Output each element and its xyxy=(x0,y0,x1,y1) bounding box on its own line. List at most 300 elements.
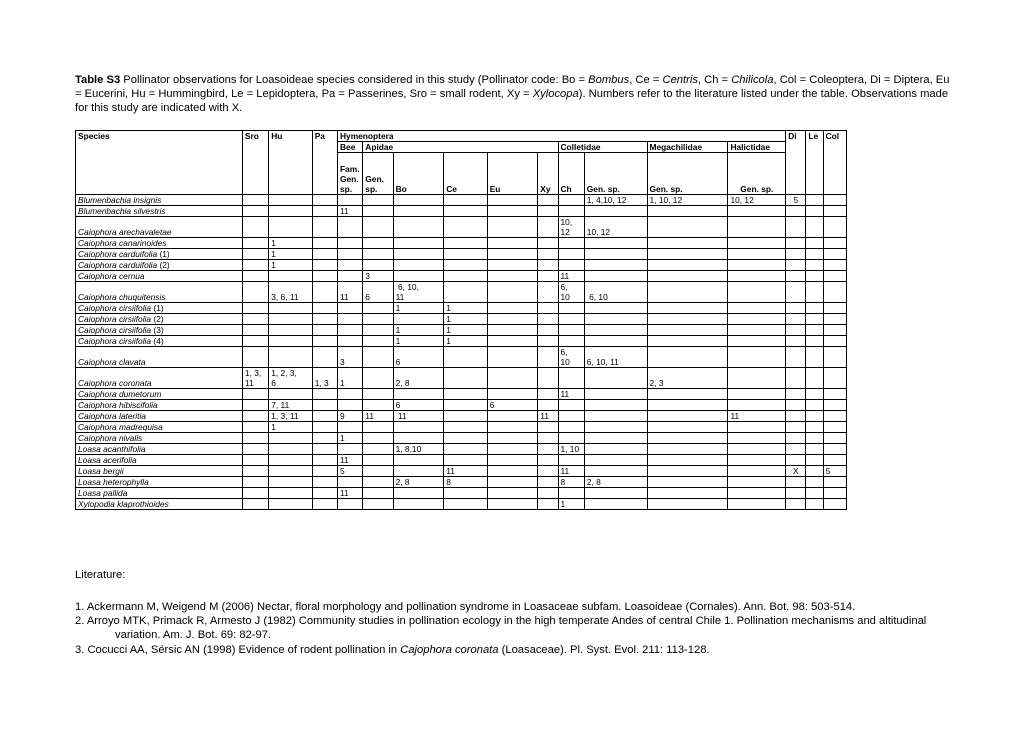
cell-megachilidae-gen-sp xyxy=(647,249,728,260)
cell-le xyxy=(806,271,823,282)
cell-di xyxy=(786,499,806,510)
header-colletidae-gen-sp: Gen. sp. xyxy=(584,153,647,195)
cell-le xyxy=(806,238,823,249)
cell-megachilidae-gen-sp xyxy=(647,260,728,271)
cell-gen-sp xyxy=(363,477,393,488)
header-hymenoptera: Hymenoptera xyxy=(338,131,786,142)
species-name: Loasa bergii xyxy=(78,466,124,476)
cell-eu xyxy=(487,271,538,282)
cell-colletidae-gen-sp xyxy=(584,336,647,347)
cell-bo xyxy=(393,282,444,303)
cell-gen-sp xyxy=(363,368,393,389)
cell-ch xyxy=(558,260,584,271)
cell-eu xyxy=(487,325,538,336)
cell-ce xyxy=(444,499,488,510)
cell-sro xyxy=(242,499,268,510)
cell-xy xyxy=(538,238,558,249)
cell-pa xyxy=(312,488,337,499)
cell-value: 1 xyxy=(560,499,566,509)
cell-fam-gen-sp xyxy=(338,325,363,336)
cell-pa xyxy=(312,466,337,477)
cell-hu xyxy=(269,249,313,260)
cell-value: 11 xyxy=(730,411,740,421)
table-row xyxy=(76,466,847,477)
cell-eu xyxy=(487,249,538,260)
table-row xyxy=(76,368,847,389)
cell-ch xyxy=(558,499,584,510)
cell-pa xyxy=(312,433,337,444)
cell-fam-gen-sp xyxy=(338,303,363,314)
cell-eu xyxy=(487,466,538,477)
reference-segment: 3. Cocucci AA, Sérsic AN (1998) Evidence of rodent pollination in xyxy=(75,643,401,656)
species-name: Caiophora cirsiifolia xyxy=(78,325,152,335)
cell-le xyxy=(806,444,823,455)
species-cell xyxy=(76,314,243,325)
cell-hu xyxy=(269,217,313,238)
cell-ce xyxy=(444,195,488,206)
cell-colletidae-gen-sp xyxy=(584,389,647,400)
cell-le xyxy=(806,217,823,238)
cell-bo xyxy=(393,271,444,282)
cell-eu xyxy=(487,455,538,466)
cell-pa xyxy=(312,400,337,411)
cell-gen-sp xyxy=(363,217,393,238)
cell-value: 11 xyxy=(340,488,349,498)
species-name: Caiophora cirsiifolia xyxy=(78,314,152,324)
cell-col xyxy=(823,389,846,400)
header-ch: Ch xyxy=(558,153,584,195)
cell-halictidae-gen-sp xyxy=(728,368,786,389)
cell-halictidae-gen-sp xyxy=(728,325,786,336)
cell-pa xyxy=(312,195,337,206)
cell-ce xyxy=(444,433,488,444)
species-cell xyxy=(76,238,243,249)
cell-hu xyxy=(269,336,313,347)
cell-value: 2, 8 xyxy=(395,477,410,487)
cell-value: 11 xyxy=(340,206,349,216)
cell-halictidae-gen-sp xyxy=(728,217,786,238)
cell-value: 8 xyxy=(560,477,566,487)
table-row xyxy=(76,195,847,206)
cell-di xyxy=(786,411,806,422)
species-cell xyxy=(76,477,243,488)
cell-sro xyxy=(242,422,268,433)
cell-megachilidae-gen-sp xyxy=(647,325,728,336)
cell-xy xyxy=(538,422,558,433)
header-halictidae: Halictidae xyxy=(728,142,786,153)
cell-halictidae-gen-sp xyxy=(728,466,786,477)
cell-eu xyxy=(487,195,538,206)
header-megachilidae-gen-sp: Gen. sp. xyxy=(647,153,728,195)
cell-sro xyxy=(242,325,268,336)
cell-gen-sp xyxy=(363,433,393,444)
cell-le xyxy=(806,368,823,389)
species-population: (1) xyxy=(157,249,170,259)
cell-col xyxy=(823,488,846,499)
header-gen-sp: Gen. sp. xyxy=(363,153,393,195)
cell-le xyxy=(806,282,823,303)
cell-ce xyxy=(444,249,488,260)
cell-fam-gen-sp xyxy=(338,206,363,217)
table-row xyxy=(76,422,847,433)
species-name: Loasa acerifolia xyxy=(78,455,137,465)
cell-bo xyxy=(393,400,444,411)
cell-value: 5 xyxy=(340,466,345,476)
cell-value: 2, 8 xyxy=(586,477,601,487)
cell-pa xyxy=(312,303,337,314)
cell-halictidae-gen-sp xyxy=(728,444,786,455)
caption-segment: Pollinator observations for Loasoideae species considered in this study (Pollinator code: Bo = xyxy=(120,74,589,86)
cell-ce xyxy=(444,238,488,249)
species-name: Caiophora cernua xyxy=(78,271,145,281)
cell-ch xyxy=(558,466,584,477)
cell-value: 6 xyxy=(489,400,495,410)
cell-fam-gen-sp xyxy=(338,444,363,455)
cell-ch xyxy=(558,477,584,488)
species-cell xyxy=(76,400,243,411)
cell-value: 2, 3 xyxy=(649,378,664,388)
cell-gen-sp xyxy=(363,314,393,325)
species-cell xyxy=(76,466,243,477)
header-hu: Hu xyxy=(269,131,313,195)
species-cell xyxy=(76,271,243,282)
cell-megachilidae-gen-sp xyxy=(647,488,728,499)
cell-pa xyxy=(312,422,337,433)
cell-megachilidae-gen-sp xyxy=(647,271,728,282)
cell-value: 1 xyxy=(446,303,451,313)
cell-xy xyxy=(538,282,558,303)
cell-ce xyxy=(444,260,488,271)
cell-ch xyxy=(558,238,584,249)
cell-megachilidae-gen-sp xyxy=(647,206,728,217)
cell-gen-sp xyxy=(363,466,393,477)
species-name: Blumenbachia insignis xyxy=(78,195,162,205)
cell-xy xyxy=(538,314,558,325)
cell-hu xyxy=(269,368,313,389)
cell-fam-gen-sp xyxy=(338,217,363,238)
cell-colletidae-gen-sp xyxy=(584,477,647,488)
table-row xyxy=(76,282,847,303)
cell-sro xyxy=(242,195,268,206)
species-name: Caiophora carduifolia xyxy=(78,260,158,270)
caption-segment: , Ce = xyxy=(629,74,663,86)
cell-fam-gen-sp xyxy=(338,477,363,488)
cell-value: 1 xyxy=(271,260,276,270)
cell-gen-sp xyxy=(363,389,393,400)
species-name: Caiophora dumetorum xyxy=(78,389,162,399)
cell-xy xyxy=(538,499,558,510)
cell-ce xyxy=(444,368,488,389)
cell-xy xyxy=(538,477,558,488)
cell-megachilidae-gen-sp xyxy=(647,411,728,422)
species-cell xyxy=(76,303,243,314)
cell-fam-gen-sp xyxy=(338,400,363,411)
cell-ch xyxy=(558,455,584,466)
cell-le xyxy=(806,411,823,422)
species-name: Caiophora cirsiifolia xyxy=(78,336,152,346)
species-cell xyxy=(76,455,243,466)
species-population: (2) xyxy=(157,260,170,270)
cell-le xyxy=(806,195,823,206)
cell-col xyxy=(823,368,846,389)
cell-pa xyxy=(312,217,337,238)
cell-le xyxy=(806,488,823,499)
cell-halictidae-gen-sp xyxy=(728,389,786,400)
cell-di xyxy=(786,455,806,466)
species-name: Caiophora madrequisa xyxy=(78,422,163,432)
cell-ch xyxy=(558,347,584,368)
cell-bo xyxy=(393,444,444,455)
cell-megachilidae-gen-sp xyxy=(647,466,728,477)
cell-pa xyxy=(312,260,337,271)
cell-megachilidae-gen-sp xyxy=(647,303,728,314)
species-cell xyxy=(76,260,243,271)
header-halictidae-gen-sp: Gen. sp. xyxy=(728,153,786,195)
cell-colletidae-gen-sp xyxy=(584,411,647,422)
table-row xyxy=(76,206,847,217)
cell-halictidae-gen-sp xyxy=(728,411,786,422)
cell-value: 1, 3, 11 xyxy=(244,368,262,388)
cell-pa xyxy=(312,325,337,336)
cell-di xyxy=(786,477,806,488)
caption-segment: Centris xyxy=(662,74,698,86)
cell-di xyxy=(786,488,806,499)
caption-segment: ). Numbers refer to the literature listed under the table. Observations made for this study are indicated with X. xyxy=(75,88,949,115)
species-name: Caiophora clavata xyxy=(78,357,146,367)
species-name: Caiophora cirsiifolia xyxy=(78,303,152,313)
table-row xyxy=(76,249,847,260)
header-xy: Xy xyxy=(538,153,558,195)
cell-megachilidae-gen-sp xyxy=(647,238,728,249)
cell-le xyxy=(806,336,823,347)
cell-fam-gen-sp xyxy=(338,336,363,347)
cell-bo xyxy=(393,368,444,389)
cell-gen-sp xyxy=(363,422,393,433)
cell-fam-gen-sp xyxy=(338,260,363,271)
cell-colletidae-gen-sp xyxy=(584,303,647,314)
cell-ch xyxy=(558,282,584,303)
table-row xyxy=(76,260,847,271)
species-cell xyxy=(76,499,243,510)
cell-hu xyxy=(269,206,313,217)
cell-colletidae-gen-sp xyxy=(584,347,647,368)
species-cell xyxy=(76,336,243,347)
cell-fam-gen-sp xyxy=(338,411,363,422)
cell-halictidae-gen-sp xyxy=(728,400,786,411)
cell-colletidae-gen-sp xyxy=(584,217,647,238)
cell-xy xyxy=(538,325,558,336)
cell-col xyxy=(823,336,846,347)
species-name: Caiophora chuquitensis xyxy=(78,292,166,302)
cell-col xyxy=(823,282,846,303)
cell-megachilidae-gen-sp xyxy=(647,217,728,238)
cell-xy xyxy=(538,411,558,422)
table-row xyxy=(76,411,847,422)
cell-gen-sp xyxy=(363,400,393,411)
cell-bo xyxy=(393,195,444,206)
cell-ce xyxy=(444,303,488,314)
table-row xyxy=(76,217,847,238)
species-name: Xylopodia klaprothioides xyxy=(78,499,169,509)
species-population: (1) xyxy=(151,303,164,313)
species-cell xyxy=(76,433,243,444)
cell-sro xyxy=(242,488,268,499)
cell-sro xyxy=(242,400,268,411)
cell-halictidae-gen-sp xyxy=(728,347,786,368)
header-species: Species xyxy=(76,131,243,195)
cell-colletidae-gen-sp xyxy=(584,488,647,499)
cell-le xyxy=(806,325,823,336)
cell-gen-sp xyxy=(363,271,393,282)
cell-value: 1, 4,10, 12 xyxy=(586,195,627,205)
cell-pa xyxy=(312,314,337,325)
cell-value: 10, 12 xyxy=(730,195,754,205)
literature-title: Literature: xyxy=(75,569,126,581)
cell-value: 1 xyxy=(395,336,401,346)
cell-ch xyxy=(558,400,584,411)
cell-le xyxy=(806,314,823,325)
cell-xy xyxy=(538,260,558,271)
cell-value: 1, 3, 11 xyxy=(271,411,299,421)
table-row xyxy=(76,303,847,314)
cell-di xyxy=(786,195,806,206)
cell-value: 1 xyxy=(395,325,401,335)
header-sro: Sro xyxy=(242,131,268,195)
cell-value: X xyxy=(793,466,799,476)
cell-sro xyxy=(242,368,268,389)
cell-col xyxy=(823,347,846,368)
cell-di xyxy=(786,271,806,282)
cell-sro xyxy=(242,303,268,314)
cell-halictidae-gen-sp xyxy=(728,499,786,510)
cell-bo xyxy=(393,433,444,444)
cell-ch xyxy=(558,422,584,433)
cell-col xyxy=(823,466,846,477)
header-di: Di xyxy=(786,131,806,195)
cell-pa xyxy=(312,499,337,510)
cell-eu xyxy=(487,336,538,347)
cell-value: 6 xyxy=(365,292,370,302)
cell-eu xyxy=(487,499,538,510)
cell-col xyxy=(823,271,846,282)
cell-eu xyxy=(487,411,538,422)
cell-fam-gen-sp xyxy=(338,368,363,389)
cell-sro xyxy=(242,217,268,238)
cell-xy xyxy=(538,433,558,444)
species-cell xyxy=(76,368,243,389)
cell-megachilidae-gen-sp xyxy=(647,368,728,389)
cell-value: 1, 8,10 xyxy=(395,444,422,454)
cell-hu xyxy=(269,444,313,455)
cell-halictidae-gen-sp xyxy=(728,303,786,314)
cell-eu xyxy=(487,488,538,499)
cell-ch xyxy=(558,488,584,499)
cell-gen-sp xyxy=(363,488,393,499)
cell-sro xyxy=(242,260,268,271)
cell-bo xyxy=(393,314,444,325)
species-name: Loasa acanthifolia xyxy=(78,444,146,454)
cell-value: 1 xyxy=(271,238,276,248)
table-row xyxy=(76,271,847,282)
table-row xyxy=(76,314,847,325)
cell-col xyxy=(823,195,846,206)
cell-pa xyxy=(312,477,337,488)
literature-reference xyxy=(75,614,955,642)
cell-fam-gen-sp xyxy=(338,488,363,499)
cell-ce xyxy=(444,466,488,477)
table-caption xyxy=(75,73,955,116)
cell-colletidae-gen-sp xyxy=(584,282,647,303)
cell-halictidae-gen-sp xyxy=(728,271,786,282)
cell-colletidae-gen-sp xyxy=(584,325,647,336)
cell-value: 1 xyxy=(340,433,345,443)
cell-colletidae-gen-sp xyxy=(584,271,647,282)
cell-sro xyxy=(242,314,268,325)
cell-value: 5 xyxy=(793,195,799,205)
cell-sro xyxy=(242,455,268,466)
reference-segment: 1. Ackermann M, Weigend M (2006) Nectar, floral morphology and pollination syndrome in Loasaceae subfam. Loasoideae (Cornales). Ann. Bot. 98: 503-514. xyxy=(75,601,856,613)
cell-le xyxy=(806,260,823,271)
cell-sro xyxy=(242,433,268,444)
cell-halictidae-gen-sp xyxy=(728,488,786,499)
cell-di xyxy=(786,325,806,336)
cell-megachilidae-gen-sp xyxy=(647,389,728,400)
cell-megachilidae-gen-sp xyxy=(647,336,728,347)
cell-ch xyxy=(558,217,584,238)
cell-ce xyxy=(444,400,488,411)
cell-value: 1 xyxy=(446,336,451,346)
cell-value: 1 xyxy=(340,378,345,388)
cell-ch xyxy=(558,195,584,206)
cell-megachilidae-gen-sp xyxy=(647,314,728,325)
cell-sro xyxy=(242,477,268,488)
cell-eu xyxy=(487,217,538,238)
cell-gen-sp xyxy=(363,499,393,510)
cell-sro xyxy=(242,347,268,368)
cell-sro xyxy=(242,466,268,477)
cell-le xyxy=(806,455,823,466)
cell-eu xyxy=(487,260,538,271)
cell-xy xyxy=(538,249,558,260)
reference-segment: Cajophora coronata xyxy=(400,643,499,656)
cell-ch xyxy=(558,271,584,282)
species-name: Caiophora coronata xyxy=(78,378,152,388)
cell-megachilidae-gen-sp xyxy=(647,455,728,466)
cell-xy xyxy=(538,488,558,499)
cell-di xyxy=(786,314,806,325)
cell-value: 9 xyxy=(340,411,345,421)
cell-halictidae-gen-sp xyxy=(728,433,786,444)
cell-pa xyxy=(312,347,337,368)
cell-di xyxy=(786,336,806,347)
cell-hu xyxy=(269,422,313,433)
cell-colletidae-gen-sp xyxy=(584,260,647,271)
cell-fam-gen-sp xyxy=(338,433,363,444)
cell-le xyxy=(806,303,823,314)
cell-ce xyxy=(444,347,488,368)
cell-di xyxy=(786,206,806,217)
cell-sro xyxy=(242,411,268,422)
cell-value: 10, 12 xyxy=(560,217,573,237)
cell-xy xyxy=(538,466,558,477)
cell-pa xyxy=(312,455,337,466)
cell-hu xyxy=(269,271,313,282)
cell-value: 1 xyxy=(395,303,401,313)
cell-bo xyxy=(393,238,444,249)
cell-colletidae-gen-sp xyxy=(584,466,647,477)
cell-colletidae-gen-sp xyxy=(584,206,647,217)
cell-value: 1 xyxy=(271,249,276,259)
